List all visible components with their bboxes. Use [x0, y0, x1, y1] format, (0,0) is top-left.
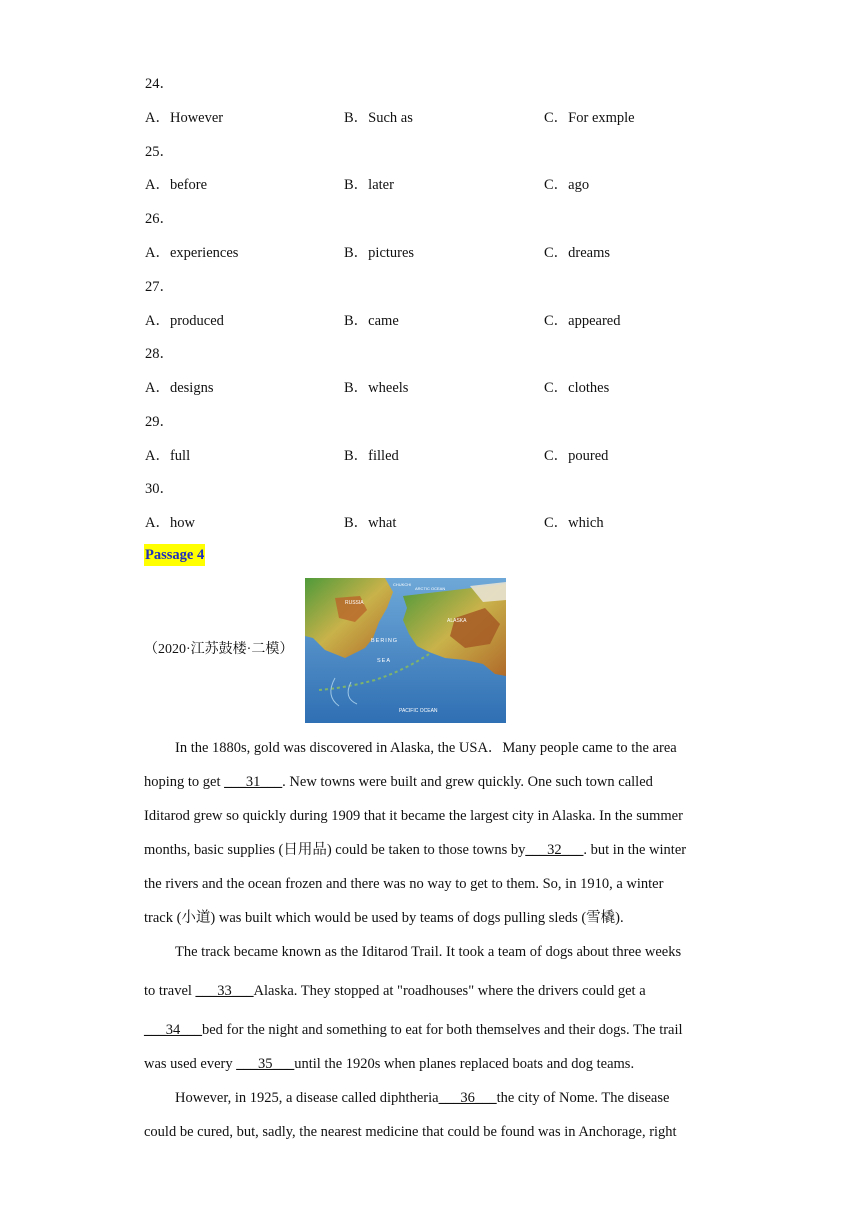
- passage-text: the rivers and the ocean frozen and there was no way to get to them. So, in 1910, a winter: [144, 876, 664, 892]
- question-number: 26．: [145, 211, 174, 227]
- map-label-bering: BERING: [371, 638, 399, 644]
- answer-blank: ___31___: [224, 774, 283, 790]
- question-number: 29．: [145, 414, 174, 430]
- map-label-pacific: PACIFIC OCEAN: [399, 708, 438, 714]
- answer-blank: ___35___: [236, 1056, 295, 1072]
- answer-blank: ___34___: [144, 1022, 202, 1038]
- question-number: 28．: [145, 346, 174, 362]
- passage-text: track (小道) was built which would be used by teams of dogs pulling sleds (雪橇).: [144, 910, 624, 926]
- option-c: C．ago: [544, 177, 590, 193]
- passage-line: [144, 1123, 677, 1141]
- option-b: B．wheels: [344, 380, 409, 396]
- option-b: B．pictures: [344, 245, 415, 261]
- passage-text: . but in the winter: [583, 842, 687, 858]
- passage-text: hoping to get: [144, 774, 225, 790]
- map-label-arctic: ARCTIC OCEAN: [415, 586, 446, 591]
- map-label-sea: SEA: [377, 658, 392, 664]
- option-b: B．Such as: [344, 110, 413, 126]
- option-a: A．before: [145, 177, 208, 193]
- option-a: A．experiences: [145, 245, 239, 261]
- passage-text: the city of Nome. The disease: [496, 1090, 670, 1106]
- option-c: C．poured: [544, 448, 609, 464]
- alaska-map-image: [305, 578, 506, 723]
- passage-line: [175, 1089, 669, 1107]
- passage-line: [144, 773, 653, 791]
- option-a: A．However: [145, 110, 224, 126]
- option-c: C．For exmple: [544, 110, 635, 126]
- passage-line: [175, 739, 677, 757]
- passage-line: [175, 943, 681, 961]
- passage-heading: Passage 4: [144, 544, 205, 566]
- passage-text: months, basic supplies (日用品) could be taken to those towns by: [144, 842, 526, 858]
- passage-line: [144, 1055, 634, 1073]
- map-label-alaska: ALASKA: [447, 618, 467, 624]
- passage-line: [144, 982, 646, 1000]
- passage-line: [144, 841, 686, 859]
- passage-text: . New towns were built and grew quickly. One such town called: [282, 774, 653, 790]
- passage-text: Alaska. They stopped at "roadhouses" where the drivers could get a: [253, 983, 646, 999]
- map-label-chukchi: CHUKCHI: [393, 582, 412, 587]
- map-label-russia: RUSSIA: [345, 600, 364, 606]
- option-a: A．how: [145, 515, 195, 531]
- question-number: 27．: [145, 279, 174, 295]
- option-b: B．later: [344, 177, 394, 193]
- passage-text: However, in 1925, a disease called diphtheria: [175, 1090, 439, 1106]
- option-a: A．produced: [145, 313, 224, 329]
- option-c: C．appeared: [544, 313, 621, 329]
- passage-text: In the 1880s, gold was discovered in Alaska, the USA．Many people came to the area: [175, 740, 677, 756]
- passage-text: could be cured, but, sadly, the nearest medicine that could be found was in Anchorage, right: [144, 1124, 677, 1140]
- question-number: 24．: [145, 76, 174, 92]
- passage-text: The track became known as the Iditarod Trail. It took a team of dogs about three weeks: [175, 944, 682, 960]
- option-c: C．which: [544, 515, 604, 531]
- option-b: B．came: [344, 313, 399, 329]
- answer-blank: ___36___: [438, 1090, 497, 1106]
- passage-line: [144, 875, 663, 893]
- passage-text: bed for the night and something to eat for both themselves and their dogs. The trail: [202, 1022, 683, 1038]
- answer-blank: ___33___: [195, 983, 254, 999]
- passage-line: [144, 807, 683, 825]
- question-number: 25．: [145, 144, 174, 160]
- passage-text: was used every: [144, 1056, 237, 1072]
- option-a: A．designs: [145, 380, 214, 396]
- answer-blank: ___32___: [525, 842, 584, 858]
- question-number: 30．: [145, 481, 174, 497]
- option-a: A．full: [145, 448, 191, 464]
- option-c: C．dreams: [544, 245, 611, 261]
- passage-line: [144, 909, 624, 927]
- option-c: C．clothes: [544, 380, 610, 396]
- passage-text: to travel: [144, 983, 196, 999]
- option-b: B．filled: [344, 448, 399, 464]
- passage-line: [144, 1021, 683, 1039]
- passage-text: until the 1920s when planes replaced boats and dog teams.: [294, 1056, 635, 1072]
- passage-text: Iditarod grew so quickly during 1909 that it became the largest city in Alaska. In the summer: [144, 808, 683, 824]
- source-label: （2020·江苏鼓楼·二模）: [144, 642, 294, 657]
- option-b: B．what: [344, 515, 397, 531]
